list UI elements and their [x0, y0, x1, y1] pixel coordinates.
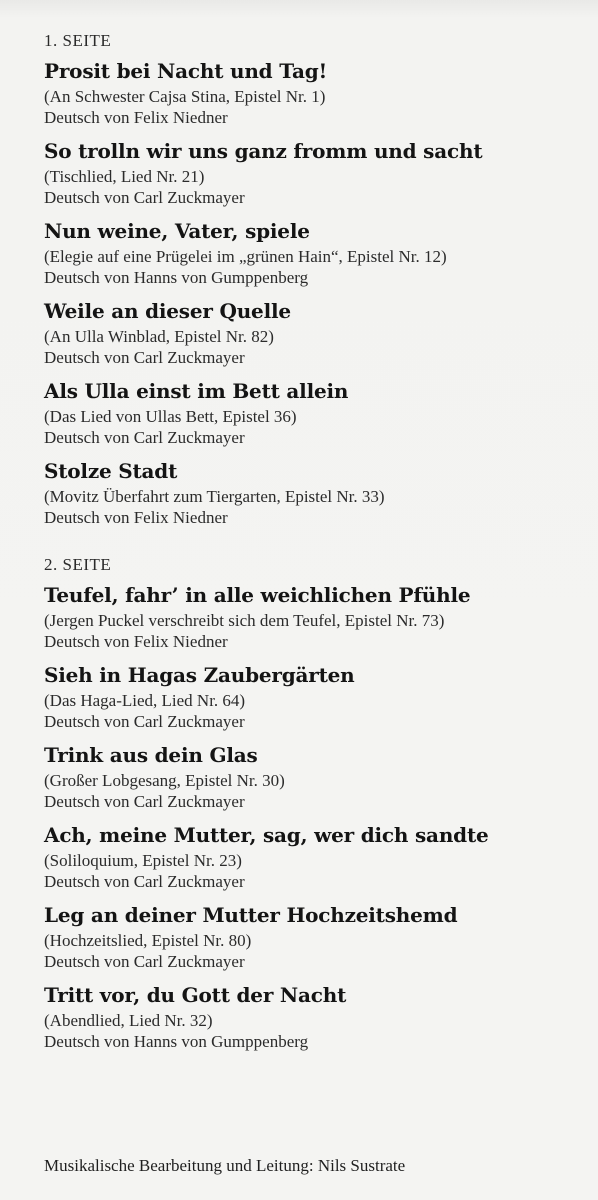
- track-title: Stolze Stadt: [44, 459, 178, 483]
- track-1-2: [44, 136, 590, 208]
- track-subtitle: (Das Haga-Lied, Lied Nr. 64): [44, 691, 246, 710]
- track-subtitle: (An Ulla Winblad, Epistel Nr. 82): [44, 327, 274, 346]
- track-translator: Deutsch von Felix Niedner: [44, 508, 228, 527]
- track-title: Weile an dieser Quelle: [44, 299, 291, 323]
- track-subtitle: (Jergen Puckel verschreibt sich dem Teufel, Epistel Nr. 73): [44, 611, 445, 630]
- track-2-3: [44, 740, 590, 812]
- track-title: Trink aus dein Glas: [44, 743, 258, 767]
- track-translator: Deutsch von Carl Zuckmayer: [44, 428, 245, 447]
- track-subtitle: (Movitz Überfahrt zum Tiergarten, Epistel Nr. 33): [44, 487, 385, 506]
- track-subtitle: (Hochzeitslied, Epistel Nr. 80): [44, 931, 252, 950]
- track-subtitle: (Großer Lobgesang, Epistel Nr. 30): [44, 771, 285, 790]
- track-translator: Deutsch von Carl Zuckmayer: [44, 792, 245, 811]
- track-title: Leg an deiner Mutter Hochzeitshemd: [44, 903, 458, 927]
- track-translator: Deutsch von Hanns von Gumppenberg: [44, 268, 309, 287]
- track-subtitle: (Soliloquium, Epistel Nr. 23): [44, 851, 242, 870]
- track-1-3: [44, 216, 590, 288]
- track-title: Tritt vor, du Gott der Nacht: [44, 983, 347, 1007]
- track-title: Prosit bei Nacht und Tag!: [44, 59, 328, 83]
- track-title: Teufel, fahr’ in alle weichlichen Pfühle: [44, 583, 471, 607]
- track-subtitle: (Tischlied, Lied Nr. 21): [44, 167, 205, 186]
- track-2-6: [44, 980, 590, 1052]
- track-2-5: [44, 900, 590, 972]
- track-translator: Deutsch von Carl Zuckmayer: [44, 712, 245, 731]
- track-2-4: [44, 820, 590, 892]
- track-title: Sieh in Hagas Zaubergärten: [44, 663, 355, 687]
- track-1-6: [44, 456, 590, 528]
- track-translator: Deutsch von Carl Zuckmayer: [44, 872, 245, 891]
- track-1-1: [44, 56, 590, 128]
- track-translator: Deutsch von Carl Zuckmayer: [44, 952, 245, 971]
- track-title: Als Ulla einst im Bett allein: [44, 379, 349, 403]
- track-title: So trolln wir uns ganz fromm und sacht: [44, 139, 483, 163]
- side-2-header: 2. SEITE: [44, 555, 112, 574]
- track-1-5: [44, 376, 590, 448]
- track-translator: Deutsch von Felix Niedner: [44, 108, 228, 127]
- track-subtitle: (Elegie auf eine Prügelei im „grünen Hain“, Epistel Nr. 12): [44, 247, 447, 266]
- track-subtitle: (Das Lied von Ullas Bett, Epistel 36): [44, 407, 297, 426]
- track-subtitle: (Abendlied, Lied Nr. 32): [44, 1011, 213, 1030]
- track-translator: Deutsch von Felix Niedner: [44, 632, 228, 651]
- track-title: Ach, meine Mutter, sag, wer dich sandte: [44, 823, 489, 847]
- track-subtitle: (An Schwester Cajsa Stina, Epistel Nr. 1): [44, 87, 326, 106]
- track-2-2: [44, 660, 590, 732]
- track-title: Nun weine, Vater, spiele: [44, 219, 310, 243]
- side-1-header: 1. SEITE: [44, 31, 112, 50]
- track-translator: Deutsch von Carl Zuckmayer: [44, 348, 245, 367]
- track-translator: Deutsch von Carl Zuckmayer: [44, 188, 245, 207]
- track-translator: Deutsch von Hanns von Gumppenberg: [44, 1032, 309, 1051]
- track-1-4: [44, 296, 590, 368]
- arrangement-credits: Musikalische Bearbeitung und Leitung: Nils Sustrate: [44, 1156, 406, 1175]
- track-2-1: [44, 580, 590, 652]
